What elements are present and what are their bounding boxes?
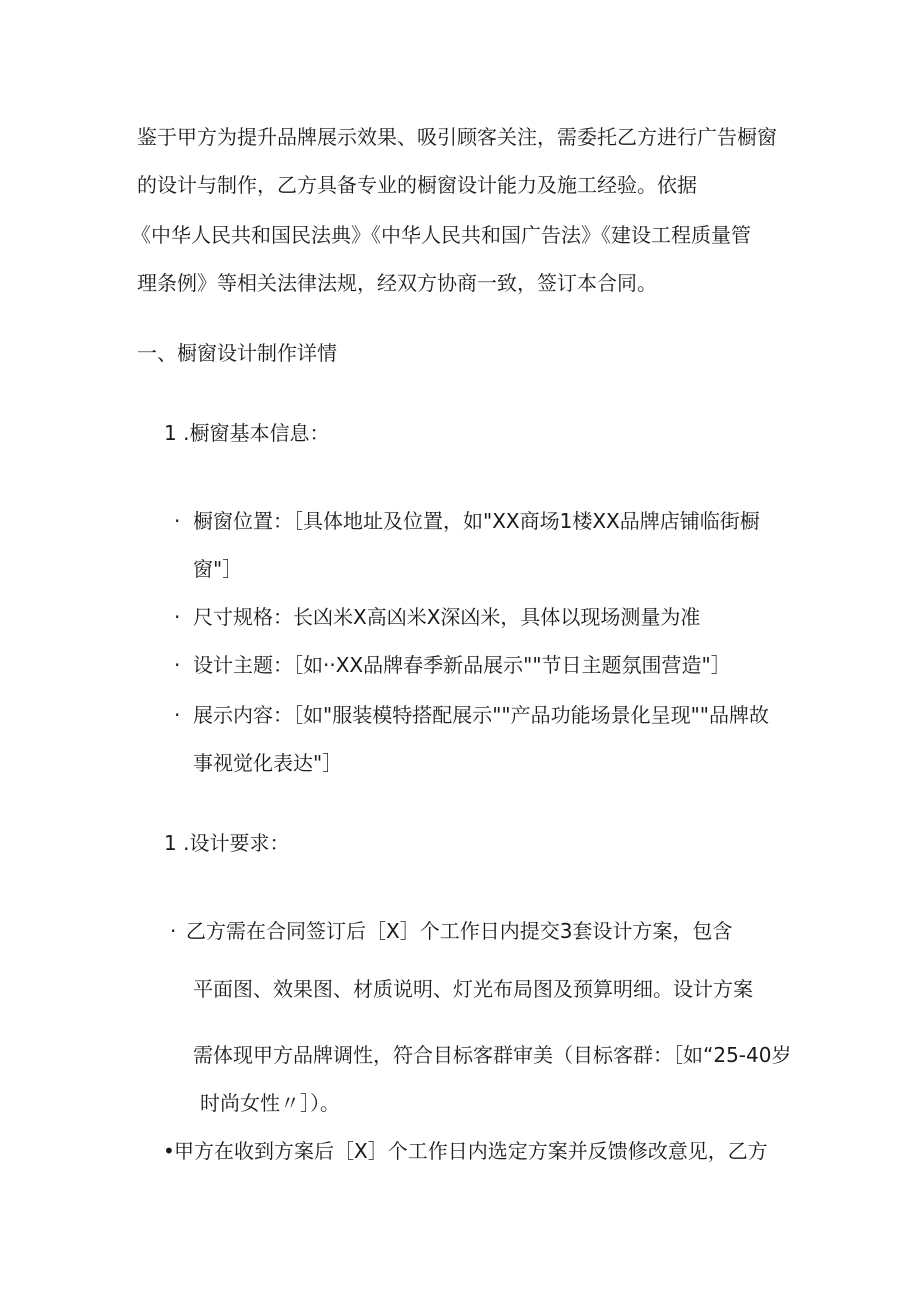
list-item-line: 事视觉化表达"］ bbox=[193, 751, 343, 775]
list-item-line: 橱窗位置：［具体地址及位置，如"XX商场1楼XX品牌店铺临街橱 bbox=[193, 509, 760, 533]
list-item-line: 展示内容：［如"服装模特搭配展示""产品功能场景化呈现""品牌故 bbox=[193, 703, 769, 727]
intro-line-3: 《中华人民共和国民法典》《中华人民共和国广告法》《建设工程质量管 bbox=[131, 223, 751, 247]
list-item-line: 时尚女性〃］）。 bbox=[200, 1091, 340, 1115]
list-bullet: • bbox=[163, 1139, 175, 1163]
list-item-line: 窗"］ bbox=[193, 557, 243, 581]
list-item-line: 平面图、效果图、材质说明、灯光布局图及预算明细。设计方案 bbox=[193, 977, 753, 1001]
list-bullet: · bbox=[174, 703, 181, 727]
list-bullet: · bbox=[170, 919, 177, 943]
list-bullet: · bbox=[174, 605, 181, 629]
list-item-line: 甲方在收到方案后［X］个工作日内选定方案并反馈修改意见，乙方 bbox=[174, 1139, 768, 1163]
subsection-heading: 1 .橱窗基本信息： bbox=[164, 421, 330, 445]
list-bullet: · bbox=[174, 509, 181, 533]
list-item-line: 尺寸规格：长凶米X高凶米X深凶米，具体以现场测量为准 bbox=[193, 605, 701, 629]
list-bullet: · bbox=[174, 653, 181, 677]
list-item-line: 设计主题：［如··XX品牌春季新品展示""节日主题氛围营造"］ bbox=[193, 653, 731, 677]
list-item-line: 需体现甲方品牌调性，符合目标客群审美（目标客群：［如“25-40岁 bbox=[193, 1043, 792, 1067]
section-heading: 一、橱窗设计制作详情 bbox=[137, 341, 337, 365]
list-item-line: 乙方需在合同签订后［X］个工作日内提交3套设计方案，包含 bbox=[186, 919, 733, 943]
intro-line-2: 的设计与制作，乙方具备专业的橱窗设计能力及施工经验。依据 bbox=[137, 173, 697, 197]
subsection-heading: 1 .设计要求： bbox=[164, 831, 290, 855]
intro-line-1: 鉴于甲方为提升品牌展示效果、吸引顾客关注，需委托乙方进行广告橱窗 bbox=[137, 125, 777, 149]
intro-line-4: 理条例》等相关法律法规，经双方协商一致，签订本合同。 bbox=[137, 271, 657, 295]
